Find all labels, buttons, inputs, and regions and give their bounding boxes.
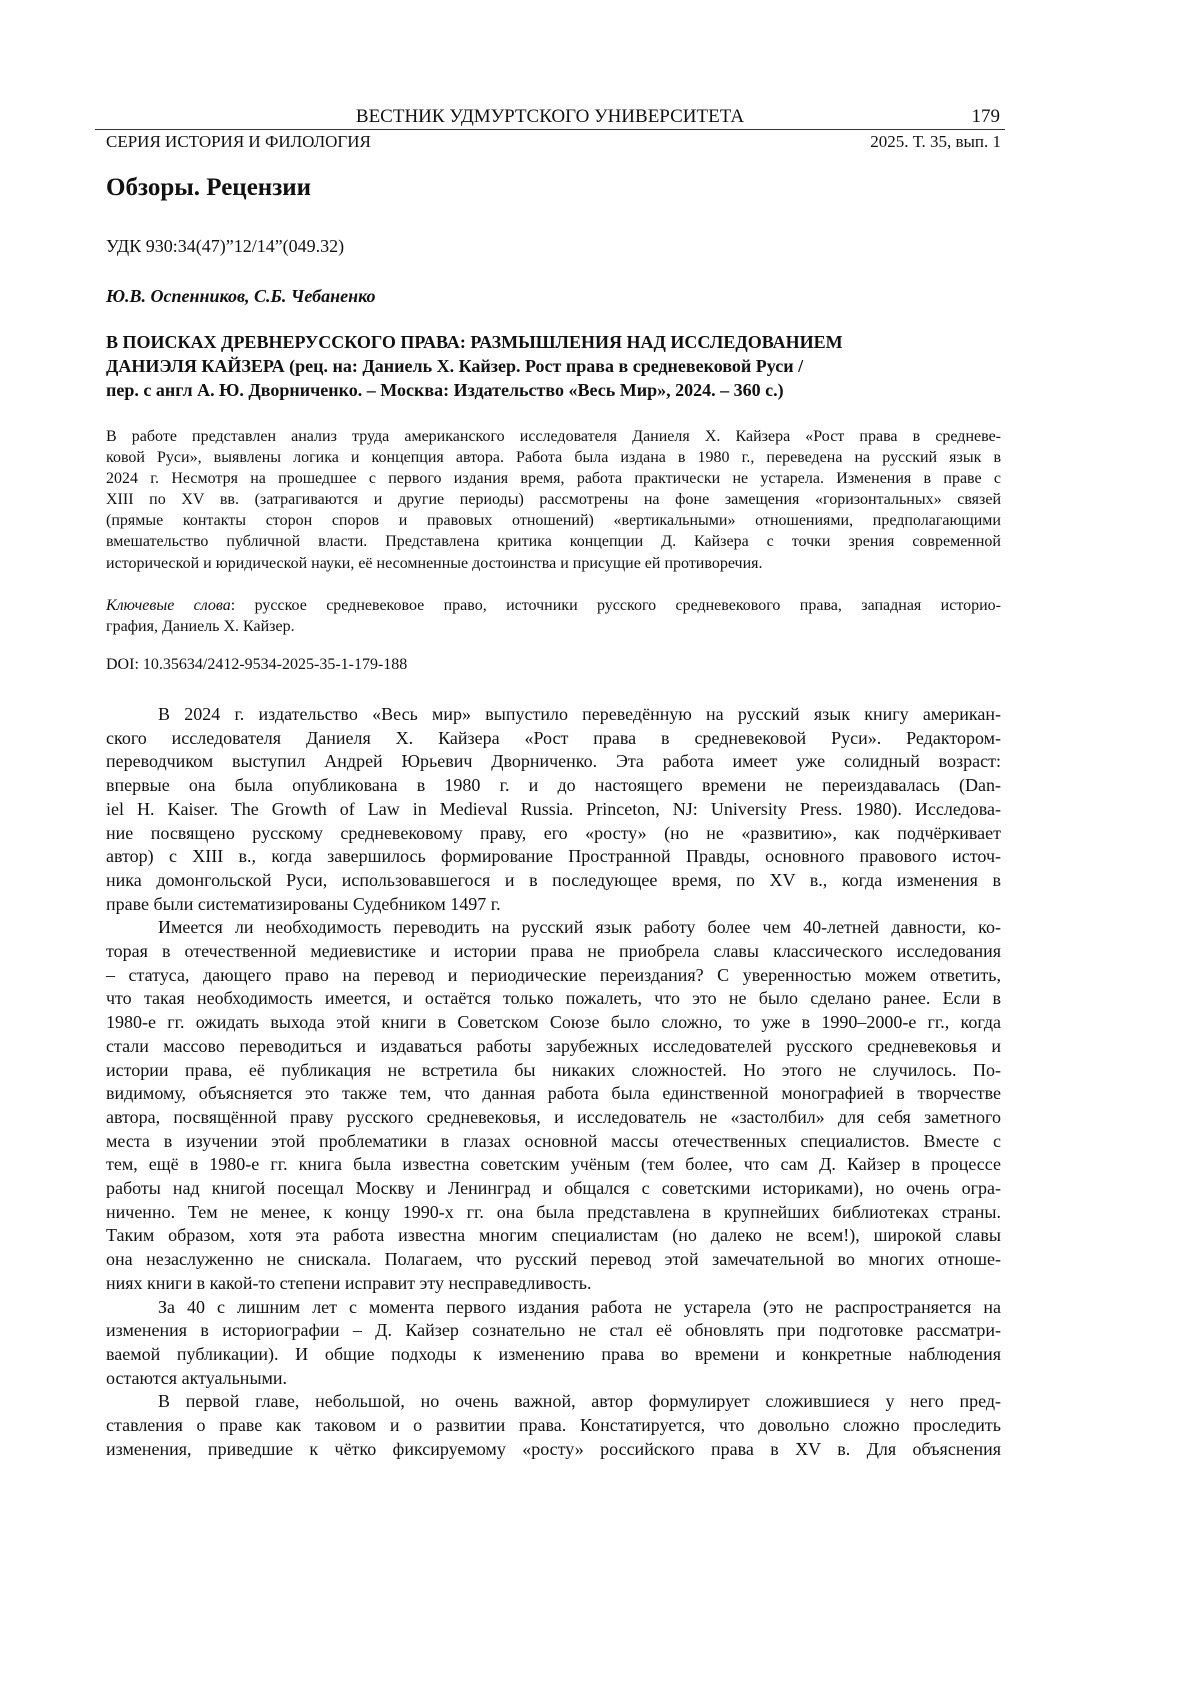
doi: DOI: 10.35634/2412-9534-2025-35-1-179-188 bbox=[106, 656, 408, 673]
body-line: что такая необходимость имеется, и остаётся только пожалеть, что это не было сделано ранее. Если в bbox=[106, 988, 1001, 1009]
body-line: Имеется ли необходимость переводить на русский язык работу более чем 40-летней давности, ко- bbox=[158, 917, 1001, 938]
section-heading: Обзоры. Рецензии bbox=[106, 174, 312, 201]
body-line: торая в отечественной медиевистике и истории права не приобрела славы классического исследования bbox=[106, 941, 1001, 962]
article-title bbox=[106, 330, 1001, 402]
paragraph bbox=[106, 703, 1001, 916]
body-line: ваемой публикации). И общие подходы к изменению права во времени и конкретные наблюдения bbox=[106, 1343, 1001, 1364]
body-line: изменения в историографии – Д. Кайзер сознательно не стал её обновлять при подготовке рассматри- bbox=[106, 1320, 1001, 1341]
body-line: места в изучении этой проблематики в глазах основной массы отечественных специалистов. Вместе с bbox=[106, 1130, 1001, 1151]
abstract-line: ковой Руси», выявлены логика и концепция автора. Работа была издана в 1980 г., переведена на русский язык в bbox=[106, 449, 1001, 467]
keywords-label: Ключевые слова bbox=[106, 597, 231, 614]
abstract-line: вмешательство публичной власти. Представлена критика концепции Д. Кайзера с точки зрения современной bbox=[106, 533, 1001, 551]
body-line: ниченно. Тем не менее, к концу 1990-х гг. она была представлена в крупнейших библиотеках страны. bbox=[106, 1201, 1001, 1222]
udk-code: УДК 930:34(47)”12/14”(049.32) bbox=[106, 236, 345, 256]
header-rule bbox=[95, 129, 1005, 130]
body-line: За 40 с лишним лет с момента первого издания работа не устарела (это не распространяется на bbox=[158, 1296, 1001, 1317]
body-line: ние посвящено русскому средневековому праву, его «росту» (но не «развитию», как подчёркивает bbox=[106, 822, 1001, 843]
body-line: истории права, её публикация не встретила бы никаких сложностей. Но этого не случилось. По- bbox=[106, 1059, 1001, 1080]
title-line: пер. с англ А. Ю. Дворниченко. – Москва: Издательство «Весь Мир», 2024. – 360 с.) bbox=[106, 380, 784, 400]
journal-title: ВЕСТНИК УДМУРТСКОГО УНИВЕРСИТЕТА bbox=[355, 106, 745, 127]
body-line: переводчиком выступил Андрей Юрьевич Дворниченко. Эта работа имеет уже солидный возраст: bbox=[106, 751, 1001, 772]
series-name: СЕРИЯ ИСТОРИЯ И ФИЛОЛОГИЯ bbox=[106, 132, 371, 151]
abstract-line: (прямые контакты сторон споров и правовых отношений) «вертикальными» отношениями, предполагающими bbox=[106, 512, 1001, 530]
body-line: – статуса, дающего право на перевод и периодические переиздания? С уверенностью можем ответить, bbox=[106, 964, 1001, 985]
title-line: ДАНИЭЛЯ КАЙЗЕРА (рец. на: Даниель Х. Кайзер. Рост права в средневековой Руси / bbox=[106, 356, 804, 376]
body-line: работы над книгой посещал Москву и Ленинград и общался с советскими историками), но очень огра- bbox=[106, 1178, 1001, 1199]
series-line bbox=[106, 132, 1001, 152]
body-line: автор) с XIII в., когда завершилось формирование Пространной Правды, основного правового источ- bbox=[106, 846, 1001, 867]
body-line: автора, посвящённой праву русского средневековья, и исследователь не «застолбил» для себя заметного bbox=[106, 1106, 1001, 1127]
body-line: В 2024 г. издательство «Весь мир» выпустило переведённую на русский язык книгу американ- bbox=[158, 704, 1001, 724]
body-line: 1980-е гг. ожидать выхода этой книги в Советском Союзе было сложно, то уже в 1990–2000-е гг., когда bbox=[106, 1012, 1001, 1033]
body-line: праве были систематизированы Судебником 1497 г. bbox=[106, 893, 501, 914]
paragraph bbox=[106, 1296, 1001, 1391]
body-line: ского исследователя Даниеля Х. Кайзера «Рост права в средневековой Руси». Редактором- bbox=[106, 727, 1001, 748]
body-line: видимому, объясняется это также тем, что данная работа была единственной монографией в творчестве bbox=[106, 1083, 1001, 1104]
body-line: тем, ещё в 1980-е гг. книга была известна советским учёным (тем более, что сам Д. Кайзер в процессе bbox=[106, 1154, 1001, 1175]
body-line: остаются актуальными. bbox=[106, 1367, 288, 1388]
keywords-text: : русское средневековое право, источники русского средневекового права, западная историо- bbox=[230, 597, 1001, 614]
issue-info: 2025. Т. 35, вып. 1 bbox=[870, 132, 1001, 151]
abstract-line: В работе представлен анализ труда американского исследователя Даниеля Х. Кайзера «Рост права в средневе- bbox=[106, 428, 1001, 445]
body-line: впервые она была опубликована в 1980 г. и до настоящего времени не переиздавалась (Dan- bbox=[106, 775, 1001, 796]
body-line: ника домонгольской Руси, использовавшегося и в последующее время, по XV в., когда изменения в bbox=[106, 869, 1001, 890]
body-line: iel H. Kaiser. The Growth of Law in Medieval Russia. Princeton, NJ: University Press. 1980). Исследова- bbox=[106, 798, 1001, 819]
body-line: В первой главе, небольшой, но очень важной, автор формулирует сложившиеся у него пред- bbox=[158, 1391, 1001, 1412]
body-line: изменения, приведшие к чётко фиксируемому «росту» российского права в XV в. Для объяснения bbox=[106, 1438, 1001, 1459]
abstract bbox=[106, 426, 1001, 574]
abstract-line: исторической и юридической науки, её несомненные достоинства и присущие ей противоречия. bbox=[106, 554, 763, 572]
abstract-line: XIII по XV вв. (затрагиваются и другие периоды) рассмотрены на фоне замещения «горизонтальных» связей bbox=[106, 491, 1001, 509]
abstract-line: 2024 г. Несмотря на прошедшее с первого издания время, работа практически не устарела. Изменения в праве с bbox=[106, 470, 1001, 488]
authors: Ю.В. Оспенников, С.Б. Чебаненко bbox=[106, 286, 376, 306]
title-line: В ПОИСКАХ ДРЕВНЕРУССКОГО ПРАВА: РАЗМЫШЛЕНИЯ НАД ИССЛЕДОВАНИЕМ bbox=[106, 332, 843, 352]
keywords-text: графия, Даниель Х. Кайзер. bbox=[106, 618, 295, 636]
body-line: стали массово переводиться и издаваться работы зарубежных исследователей русского средневековья и bbox=[106, 1035, 1001, 1056]
paragraph bbox=[106, 1390, 1001, 1461]
body-line: Таким образом, хотя эта работа известна многим специалистам (но далеко не всем!), широкой славы bbox=[106, 1225, 1001, 1246]
running-header bbox=[95, 106, 1005, 128]
article-body bbox=[106, 703, 1001, 1462]
page-number: 179 bbox=[971, 106, 1000, 127]
body-line: она незаслуженно не снискала. Полагаем, что русский перевод этой замечательной во многих отноше- bbox=[106, 1249, 1001, 1270]
keywords bbox=[106, 595, 1001, 637]
paragraph bbox=[106, 916, 1001, 1295]
body-line: ниях книги в какой-то степени исправит эту несправедливость. bbox=[106, 1272, 592, 1293]
body-line: ставления о праве как таковом и о развитии права. Констатируется, что довольно сложно проследить bbox=[106, 1415, 1001, 1436]
